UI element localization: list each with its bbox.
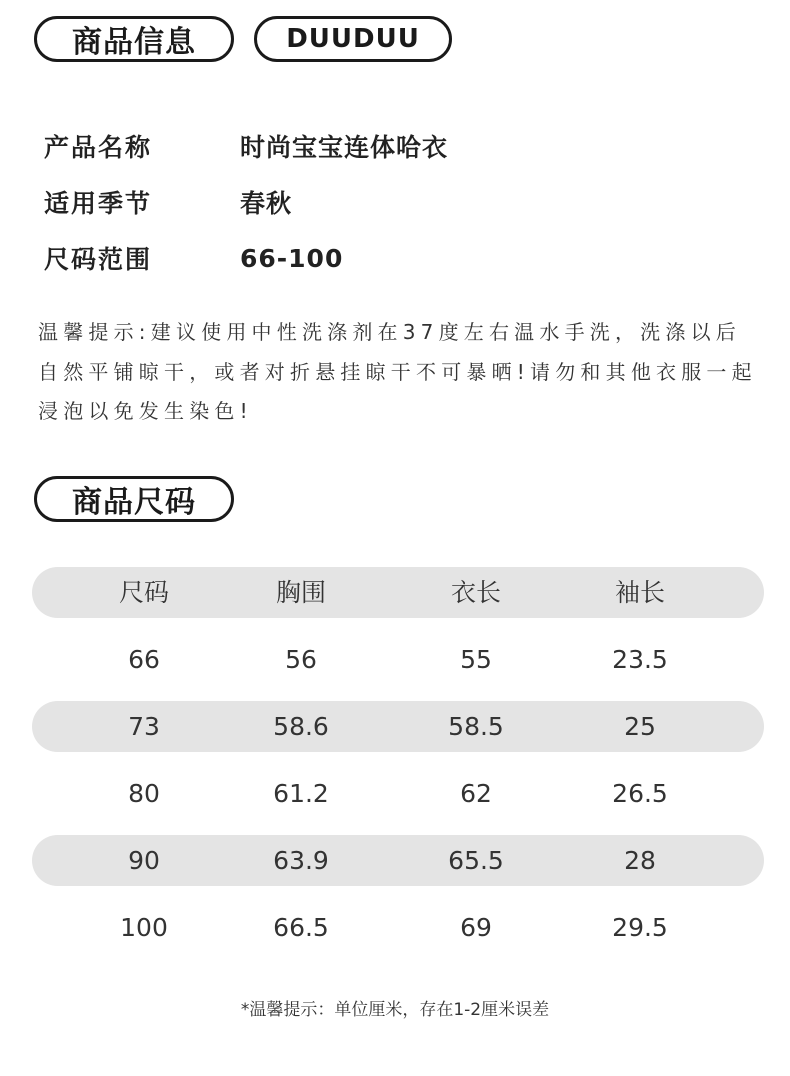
table-cell: 63.9	[273, 846, 329, 875]
table-row	[32, 634, 764, 685]
info-value: 春秋	[240, 189, 293, 218]
column-header-sleeve: 袖长	[614, 578, 666, 607]
table-cell: 66	[128, 645, 160, 674]
table-cell: 80	[128, 779, 160, 808]
info-row-season	[44, 182, 292, 222]
table-cell: 73	[128, 712, 160, 741]
table-row	[32, 902, 764, 953]
table-cell: 69	[460, 913, 492, 942]
table-cell: 56	[285, 645, 317, 674]
info-value: 时尚宝宝连体哈衣	[240, 133, 449, 162]
section-title-size-chart: 商品尺码	[34, 476, 234, 522]
info-value: 66-100	[240, 243, 344, 273]
table-cell: 65.5	[448, 846, 504, 875]
care-instructions: 温馨提示:建议使用中性洗涤剂在37度左右温水手洗，洗涤以后自然平铺晾干，或者对折悬挂晾干不可暴晒!请勿和其他衣服一起浸泡以免发生染色!	[38, 320, 757, 423]
section-title-product-info: 商品信息	[34, 16, 234, 62]
table-cell: 55	[460, 645, 492, 674]
table-header-row	[32, 567, 764, 618]
table-cell: 100	[120, 913, 168, 942]
table-cell: 61.2	[273, 779, 329, 808]
info-label: 产品名称	[44, 133, 153, 162]
info-row-size-range	[44, 238, 343, 278]
size-disclaimer: *温馨提示：单位厘米，存在1-2厘米误差	[240, 1000, 550, 1020]
size-table	[32, 567, 764, 969]
table-cell: 58.5	[448, 712, 504, 741]
info-label: 适用季节	[44, 189, 153, 218]
table-cell: 25	[624, 712, 656, 741]
table-cell: 90	[128, 846, 160, 875]
table-cell: 23.5	[612, 645, 668, 674]
column-header-size: 尺码	[118, 578, 170, 607]
table-cell: 29.5	[612, 913, 668, 942]
table-row	[32, 835, 764, 886]
info-row-product-name	[44, 126, 448, 166]
table-cell: 28	[624, 846, 656, 875]
info-label: 尺码范围	[44, 245, 153, 274]
table-cell: 58.6	[273, 712, 329, 741]
table-cell: 62	[460, 779, 492, 808]
table-row	[32, 701, 764, 752]
table-row	[32, 768, 764, 819]
table-cell: 66.5	[273, 913, 329, 942]
brand-logo: DUUDUU	[254, 16, 452, 62]
column-header-chest: 胸围	[275, 578, 327, 607]
column-header-length: 衣长	[450, 578, 502, 607]
table-cell: 26.5	[612, 779, 668, 808]
